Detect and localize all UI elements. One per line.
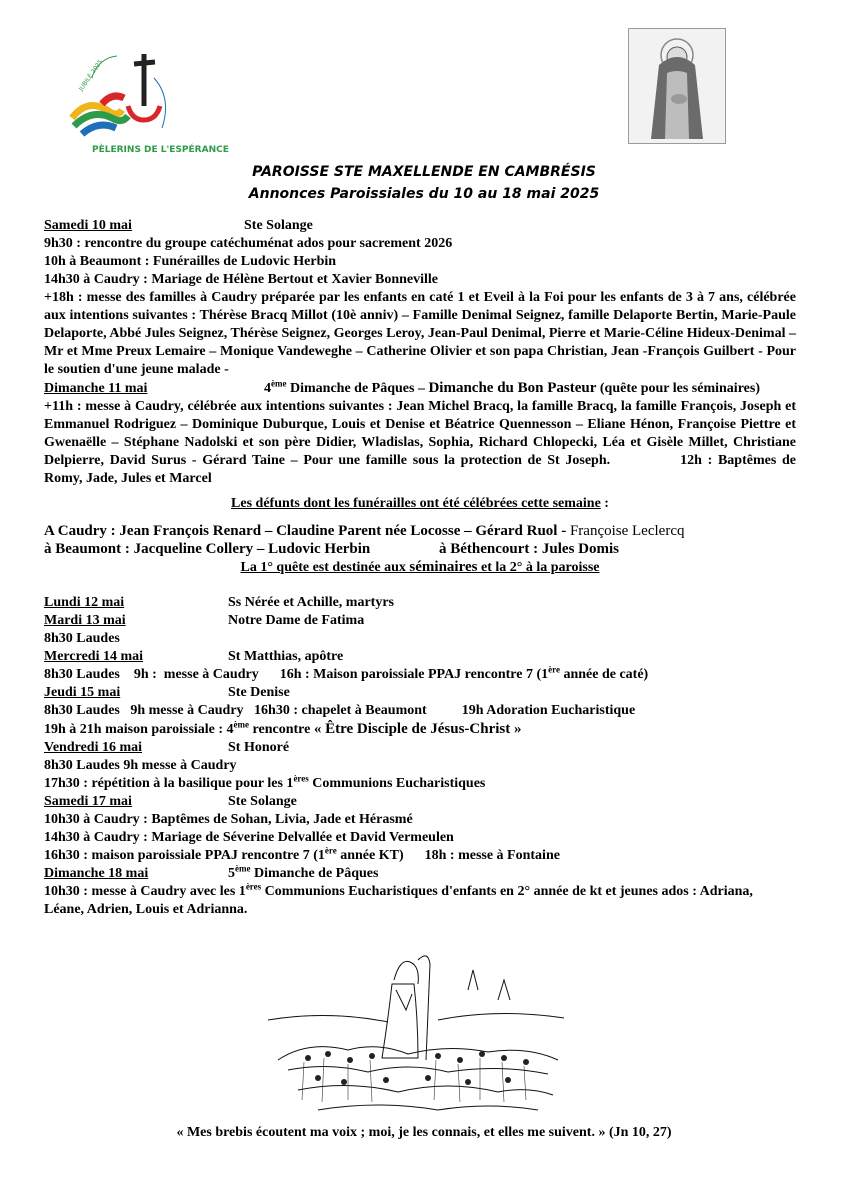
day-label: Lundi 12 mai bbox=[44, 595, 125, 610]
saint-of-day: Ss Nérée et Achille, martyrs bbox=[228, 595, 394, 610]
saint-of-day: St Matthias, apôtre bbox=[228, 649, 344, 664]
event-line bbox=[44, 883, 796, 919]
collection-line bbox=[44, 558, 796, 577]
ordinal-sup: ère bbox=[548, 664, 560, 675]
page-subtitle: Annonces Paroissiales du 10 au 18 mai 2025 bbox=[248, 186, 600, 202]
day-header bbox=[44, 684, 796, 702]
event-line bbox=[44, 720, 796, 739]
deceased-beaumont bbox=[44, 540, 796, 558]
event-line: 8h30 Laudes 9h messe à Caudry bbox=[44, 758, 237, 773]
colon: : bbox=[600, 496, 609, 511]
ordinal-sup: ères bbox=[245, 881, 262, 892]
event-text: Communions Eucharistiques bbox=[308, 776, 486, 791]
event-line: 8h30 Laudes bbox=[44, 631, 120, 646]
event-line: 14h30 à Caudry : Mariage de Séverine Delvallée et David Vermeulen bbox=[44, 830, 454, 845]
jubilee-logo bbox=[62, 48, 229, 163]
day-label: Vendredi 16 mai bbox=[44, 740, 143, 755]
svg-text:PÈLERINS DE L'ESPÉRANCE: PÈLERINS DE L'ESPÉRANCE bbox=[92, 145, 229, 155]
baptism-line: 12h : Baptêmes de Romy, Jade, Jules et Marcel bbox=[44, 453, 796, 486]
day-label: Mercredi 14 mai bbox=[44, 649, 144, 664]
bible-quote: « Mes brebis écoutent ma voix ; moi, je les connais, et elles me suivent. » (Jn 10, 27) bbox=[176, 1125, 672, 1140]
ordinal-sup: ème bbox=[235, 863, 251, 874]
sunday-number: 5 bbox=[228, 866, 235, 881]
collection-text: La 1° quête est destinée aux bbox=[240, 560, 410, 575]
saint-of-day: Ste Solange bbox=[228, 794, 297, 809]
deceased-beaumont-names: à Beaumont : Jacqueline Collery – Ludovic Herbin bbox=[44, 541, 371, 557]
event-text: 19h à 21h maison paroissiale : 4 bbox=[44, 722, 234, 737]
sunday-number: 4 bbox=[264, 381, 271, 396]
day-label: Dimanche 11 mai bbox=[44, 381, 148, 396]
day-header bbox=[44, 217, 796, 235]
saint-portrait bbox=[628, 28, 726, 144]
event-line: 10h à Beaumont : Funérailles de Ludovic Herbin bbox=[44, 254, 337, 269]
ordinal-sup: ère bbox=[324, 845, 337, 856]
ordinal-sup: ères bbox=[293, 773, 309, 784]
event-line: 14h30 à Caudry : Mariage de Hélène Bertout et Xavier Bonneville bbox=[44, 272, 439, 287]
saint-of-day: Ste Denise bbox=[228, 685, 290, 700]
ordinal-sup: ème bbox=[271, 378, 287, 389]
day-header bbox=[44, 793, 796, 811]
day-header bbox=[44, 865, 796, 883]
svg-text:JUBILÉ 2025: JUBILÉ 2025 bbox=[77, 58, 105, 93]
day-header bbox=[44, 379, 796, 398]
good-shepherd-illustration bbox=[268, 950, 564, 1115]
day-header bbox=[44, 594, 796, 612]
day-label: Samedi 17 mai bbox=[44, 794, 132, 809]
deceased-caudry-last: Françoise Leclercq bbox=[569, 523, 685, 539]
event-title: « Être Disciple de Jésus-Christ » bbox=[313, 721, 522, 737]
event-line bbox=[44, 847, 796, 865]
event-text: 8h30 Laudes 9h : messe à Caudry 16h : Maison paroissiale PPAJ rencontre 7 (1 bbox=[44, 667, 549, 682]
event-text: Communions Eucharistiques d'enfants en 2° année de kt et jeunes ados : Adriana, Léane, Adrien, Louis et Adrianna. bbox=[44, 884, 753, 917]
mass-intentions: +18h : messe des familles à Caudry préparée par les enfants en caté 1 et Eveil à la Foi pour les enfants de 3 à 7 ans, célébrée aux intentions suivantes : Thérèse Bracq Millot (10è anniv) – Famille Denimal Seignez, famille Delaporte Bertin, Marie-Paule Delaporte, Abbé Jules Seignez, Thérèse Seignez, Georges Leroy, Jean-Paul Denimal, Pierre et Marie-Céline Hideux-Denimal – Mr et Mme Preux Lemaire – Monique Vandeweghe – Catherine Olivier et son papa Christian, Jean -François Guilbert - Pour le soutien d'une jeune malade - bbox=[44, 290, 796, 377]
collection-note: (quête pour les séminaires) bbox=[596, 381, 760, 396]
event-line: 10h30 à Caudry : Baptêmes de Sohan, Livia, Jade et Hérasmé bbox=[44, 812, 413, 827]
announcements bbox=[44, 217, 796, 919]
day-header bbox=[44, 739, 796, 757]
ordinal-sup: ème bbox=[233, 719, 250, 730]
day-label: Samedi 10 mai bbox=[44, 218, 132, 233]
day-label: Jeudi 15 mai bbox=[44, 685, 121, 700]
event-text: année KT) 18h : messe à Fontaine bbox=[336, 848, 560, 863]
event-line: 9h30 : rencontre du groupe catéchuménat ados pour sacrement 2026 bbox=[44, 236, 453, 251]
event-text: 10h30 : messe à Caudry avec les 1 bbox=[44, 884, 246, 899]
saint-of-day: Ste Solange bbox=[244, 218, 313, 233]
mass-intentions bbox=[44, 398, 796, 488]
collection-text-end: et la 2° à la paroisse bbox=[477, 560, 600, 575]
page-title: PAROISSE STE MAXELLENDE EN CAMBRÉSIS bbox=[252, 164, 596, 180]
event-line bbox=[44, 666, 796, 684]
day-label: Mardi 13 mai bbox=[44, 613, 126, 628]
sunday-name: Dimanche de Pâques – bbox=[286, 381, 429, 396]
deceased-caudry-names: A Caudry : Jean François Renard – Claudine Parent née Locosse – Gérard Ruol - bbox=[44, 523, 570, 539]
deceased-caudry bbox=[44, 522, 796, 540]
deceased-heading bbox=[44, 495, 796, 513]
day-header bbox=[44, 648, 796, 666]
event-text: rencontre bbox=[249, 722, 314, 737]
event-text: 17h30 : répétition à la basilique pour les 1 bbox=[44, 776, 294, 791]
mass-text: +11h : messe à Caudry, célébrée aux intentions suivantes : Jean Michel Bracq, la famille Bracq, la famille François, Joseph et Emmanuel Rodriguez – Dominique Duburque, Louis et Denise et Béatrice Quennesson – Eliane Hénon, Françoise Piettre et Gwenaëlle – Stéphane Nadolski et son père Didier, Wladislas, Sophia, Richard Chlopecki, Léa et Gisèle Millet, Christiane Delpierre, David Surus - Gérard Taine – Pour une famille sous la protection de St Joseph. bbox=[44, 399, 796, 468]
day-header bbox=[44, 612, 796, 630]
sunday-feast: Dimanche du Bon Pasteur bbox=[428, 380, 597, 396]
sunday-name: Dimanche de Pâques bbox=[250, 866, 379, 881]
event-line: 8h30 Laudes 9h messe à Caudry 16h30 : chapelet à Beaumont 19h Adoration Eucharistique bbox=[44, 703, 636, 718]
saint-of-day: St Honoré bbox=[228, 740, 290, 755]
deceased-heading-text: Les défunts dont les funérailles ont été célébrées cette semaine bbox=[231, 496, 601, 511]
deceased-bethencourt: à Béthencourt : Jules Domis bbox=[439, 541, 619, 557]
saint-of-day: Notre Dame de Fatima bbox=[228, 613, 365, 628]
event-text: 16h30 : maison paroissiale PPAJ rencontre 7 (1 bbox=[44, 848, 325, 863]
collection-seminaries: séminaires bbox=[409, 559, 478, 575]
day-label: Dimanche 18 mai bbox=[44, 866, 149, 881]
event-text: année de caté) bbox=[559, 667, 649, 682]
event-line bbox=[44, 775, 796, 793]
